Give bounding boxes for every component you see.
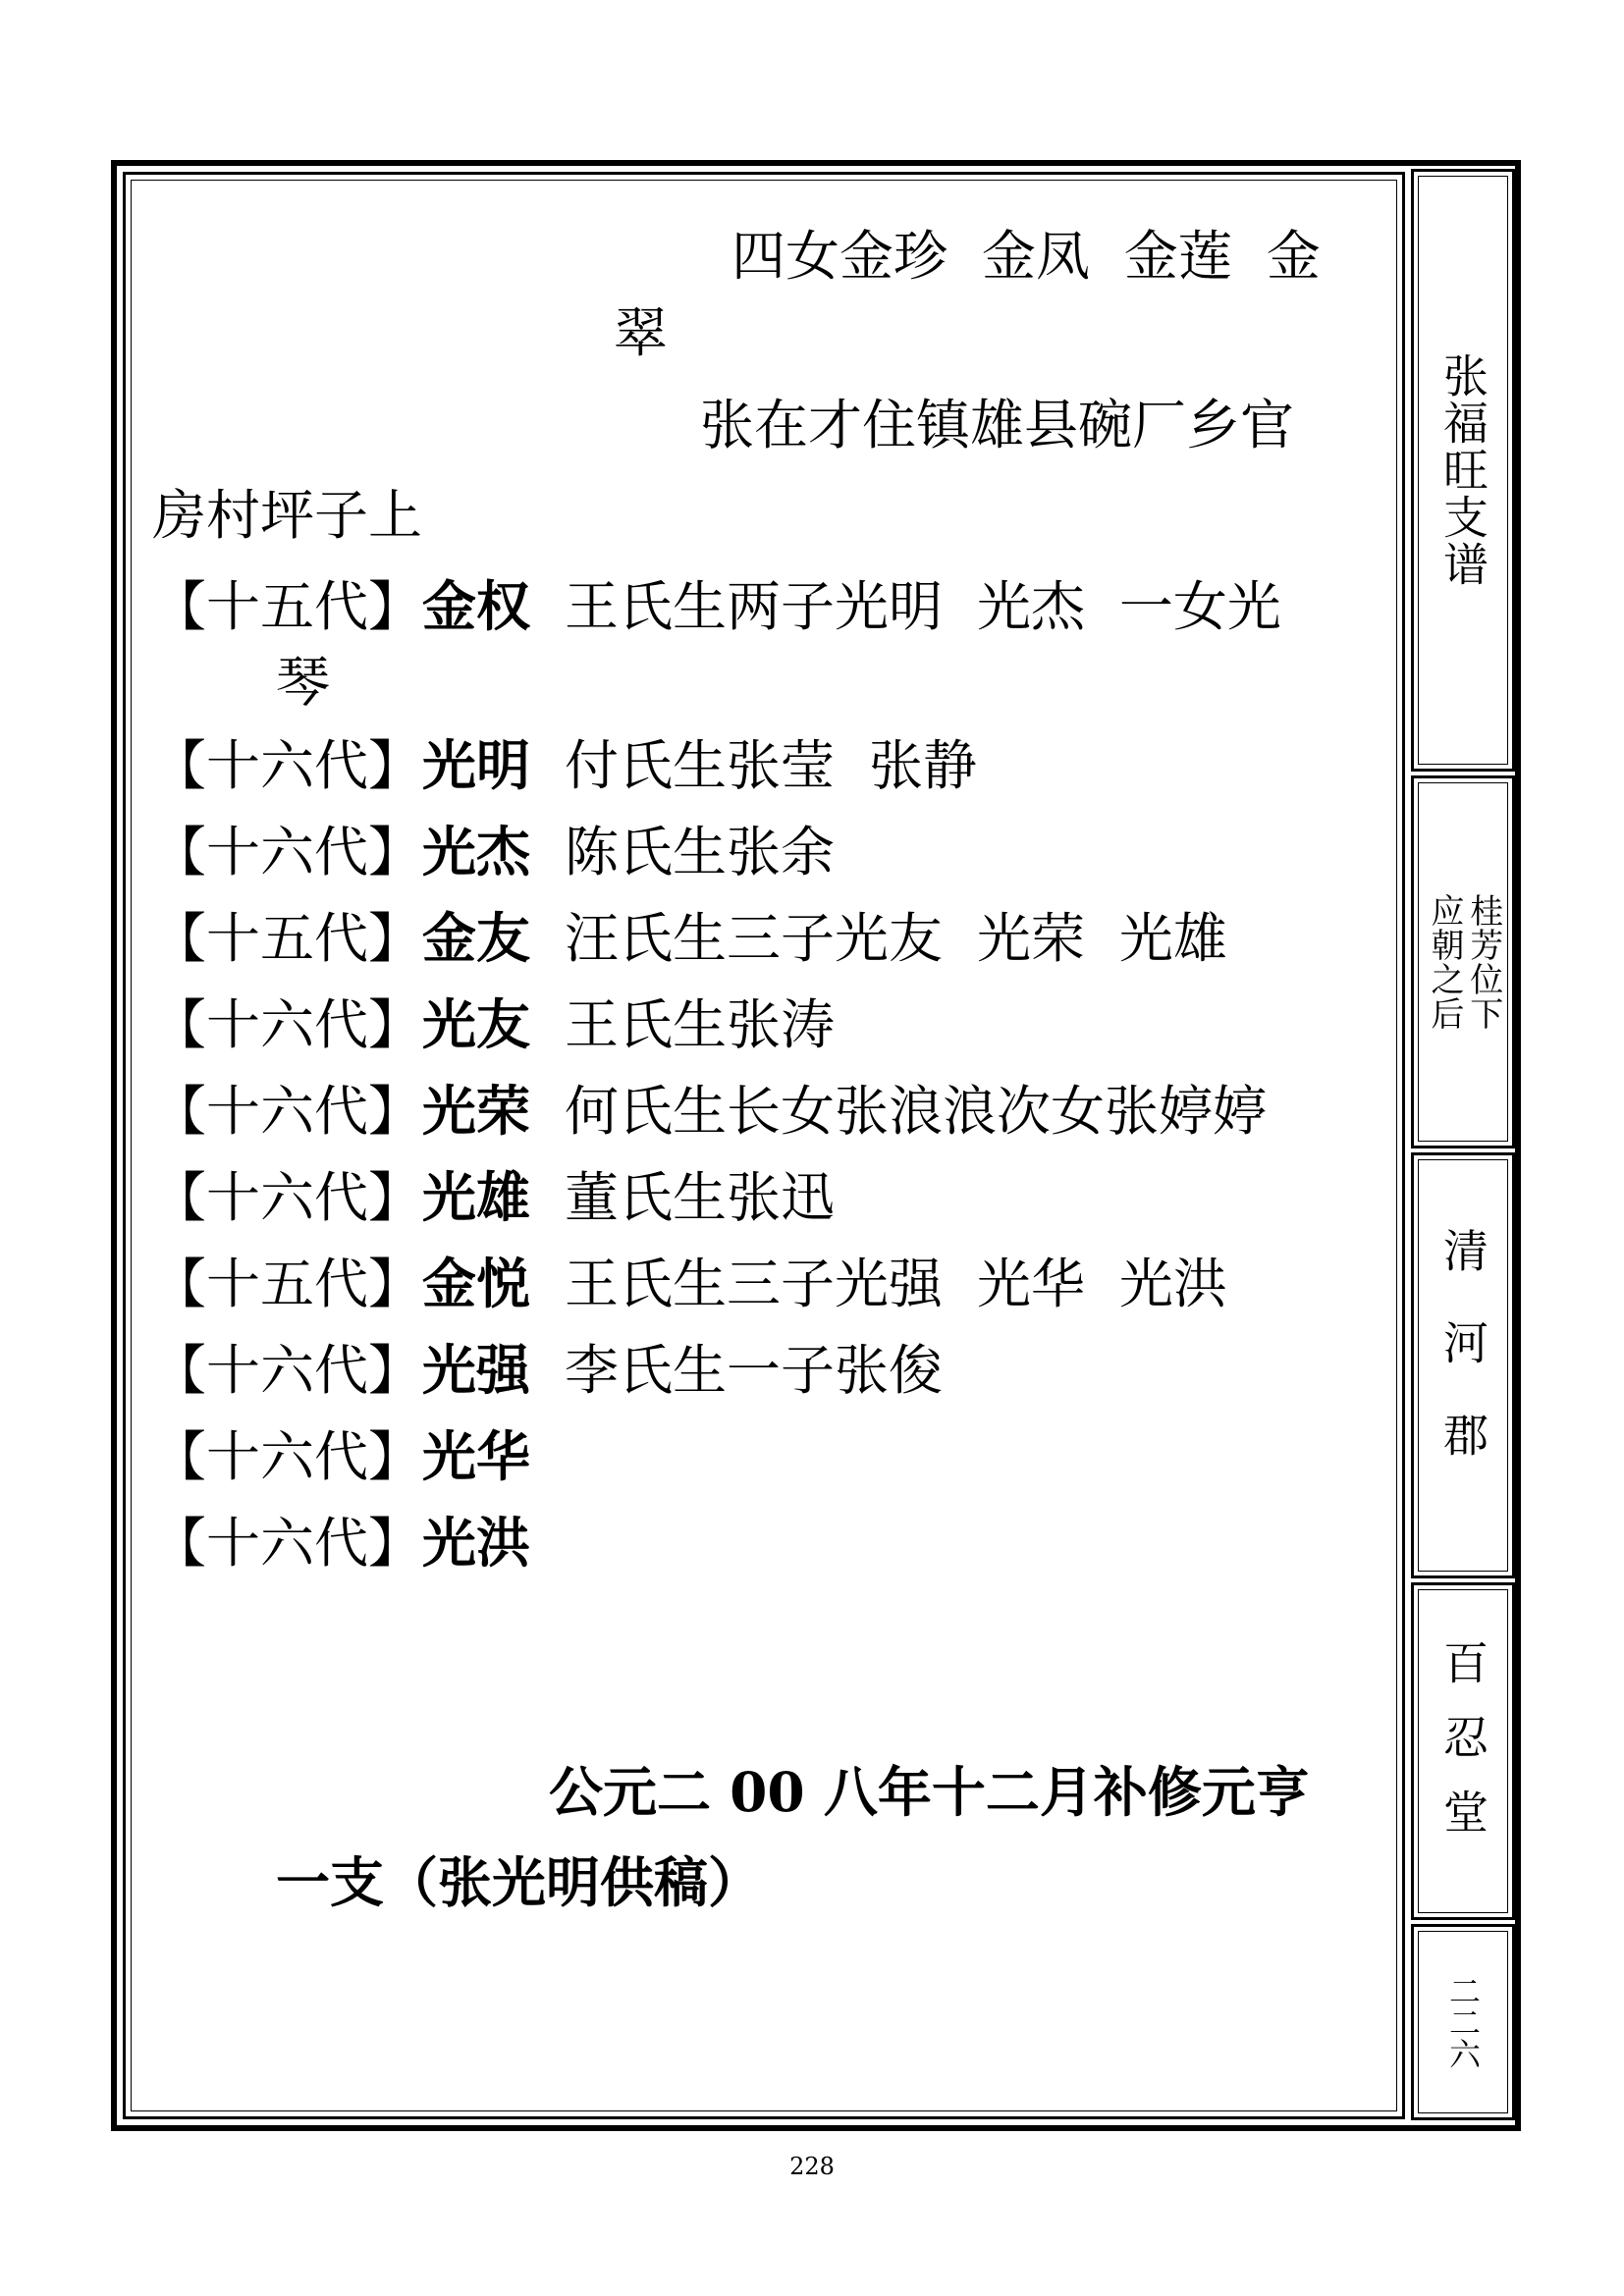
genealogy-entry bbox=[152, 1511, 531, 1575]
person-name: 光雄 bbox=[422, 1165, 531, 1229]
genealogy-entry bbox=[152, 906, 1227, 970]
person-name: 光荣 bbox=[422, 1079, 531, 1143]
genealogy-entry bbox=[152, 992, 835, 1056]
generation-label: 【十六代】 bbox=[152, 1512, 423, 1575]
generation-label: 【十五代】 bbox=[152, 575, 423, 638]
genealogy-entry bbox=[152, 1252, 1227, 1315]
text-line: 四女金珍 金凤 金莲 金 bbox=[731, 225, 1321, 288]
generation-label: 【十六代】 bbox=[152, 821, 423, 883]
generation-label: 【十五代】 bbox=[152, 907, 423, 970]
side-branch-cell bbox=[1411, 775, 1515, 1148]
genealogy-entry bbox=[152, 1079, 1267, 1143]
person-name: 光华 bbox=[422, 1424, 531, 1488]
person-name: 金权 bbox=[422, 574, 531, 638]
text-line: 琴 bbox=[276, 651, 331, 714]
genealogy-entry bbox=[152, 1165, 835, 1229]
generation-label: 【十六代】 bbox=[152, 1339, 423, 1402]
text-line: 翠 bbox=[614, 301, 669, 364]
footer-note-line1: 公元二 00 八年十二月补修元亨 bbox=[549, 1760, 1310, 1824]
generation-label: 【十六代】 bbox=[152, 1425, 423, 1488]
side-commandery-cell bbox=[1411, 1152, 1515, 1578]
text-line: 房村坪子上 bbox=[152, 484, 423, 547]
person-name: 金友 bbox=[422, 906, 531, 970]
person-name: 光明 bbox=[422, 733, 531, 797]
genealogy-entry bbox=[152, 574, 1281, 638]
page-number: 228 bbox=[789, 2153, 835, 2180]
entry-description: 何氏生长女张浪浪次女张婷婷 bbox=[530, 1080, 1267, 1143]
person-name: 光强 bbox=[422, 1338, 531, 1402]
side-hall-cell bbox=[1411, 1582, 1515, 1920]
genealogy-entry bbox=[152, 1338, 943, 1402]
lineage-title: 张福旺支谱 bbox=[1436, 352, 1489, 588]
branch-col2: 应朝之后 bbox=[1425, 893, 1464, 1031]
generation-label: 【十六代】 bbox=[152, 734, 423, 797]
entry-description: 王氏生三子光强 光华 光洪 bbox=[530, 1253, 1227, 1315]
side-page-cell bbox=[1411, 1924, 1515, 2120]
generation-label: 【十五代】 bbox=[152, 1253, 423, 1315]
genealogy-entry bbox=[152, 733, 977, 797]
genealogy-entry bbox=[152, 820, 835, 883]
footer-note-line2: 一支（张光明供稿） bbox=[276, 1850, 763, 1914]
generation-label: 【十六代】 bbox=[152, 993, 423, 1056]
person-name: 金悦 bbox=[422, 1252, 531, 1315]
hall-name: 百忍堂 bbox=[1436, 1639, 1489, 1863]
entry-description: 汪氏生三子光友 光荣 光雄 bbox=[530, 907, 1227, 970]
generation-label: 【十六代】 bbox=[152, 1166, 423, 1229]
entry-description: 付氏生张莹 张静 bbox=[530, 734, 977, 797]
person-name: 光杰 bbox=[422, 820, 531, 883]
entry-description: 王氏生张涛 bbox=[530, 993, 835, 1056]
entry-description: 李氏生一子张俊 bbox=[530, 1339, 943, 1402]
entry-description: 王氏生两子光明 光杰 一女光 bbox=[530, 575, 1281, 638]
person-name: 光友 bbox=[422, 992, 531, 1056]
side-title-cell bbox=[1411, 169, 1515, 772]
branch-col1: 桂芳位下 bbox=[1463, 893, 1503, 1031]
commandery-name: 清河郡 bbox=[1436, 1227, 1489, 1504]
genealogy-entry bbox=[152, 1424, 531, 1488]
entry-description: 陈氏生张余 bbox=[530, 821, 835, 883]
entry-description: 董氏生张迅 bbox=[530, 1166, 835, 1229]
generation-label: 【十六代】 bbox=[152, 1080, 423, 1143]
text-line: 张在才住镇雄县碗厂乡官 bbox=[700, 394, 1295, 456]
chinese-page-label: 二二六 bbox=[1444, 1975, 1482, 2069]
person-name: 光洪 bbox=[422, 1511, 531, 1575]
